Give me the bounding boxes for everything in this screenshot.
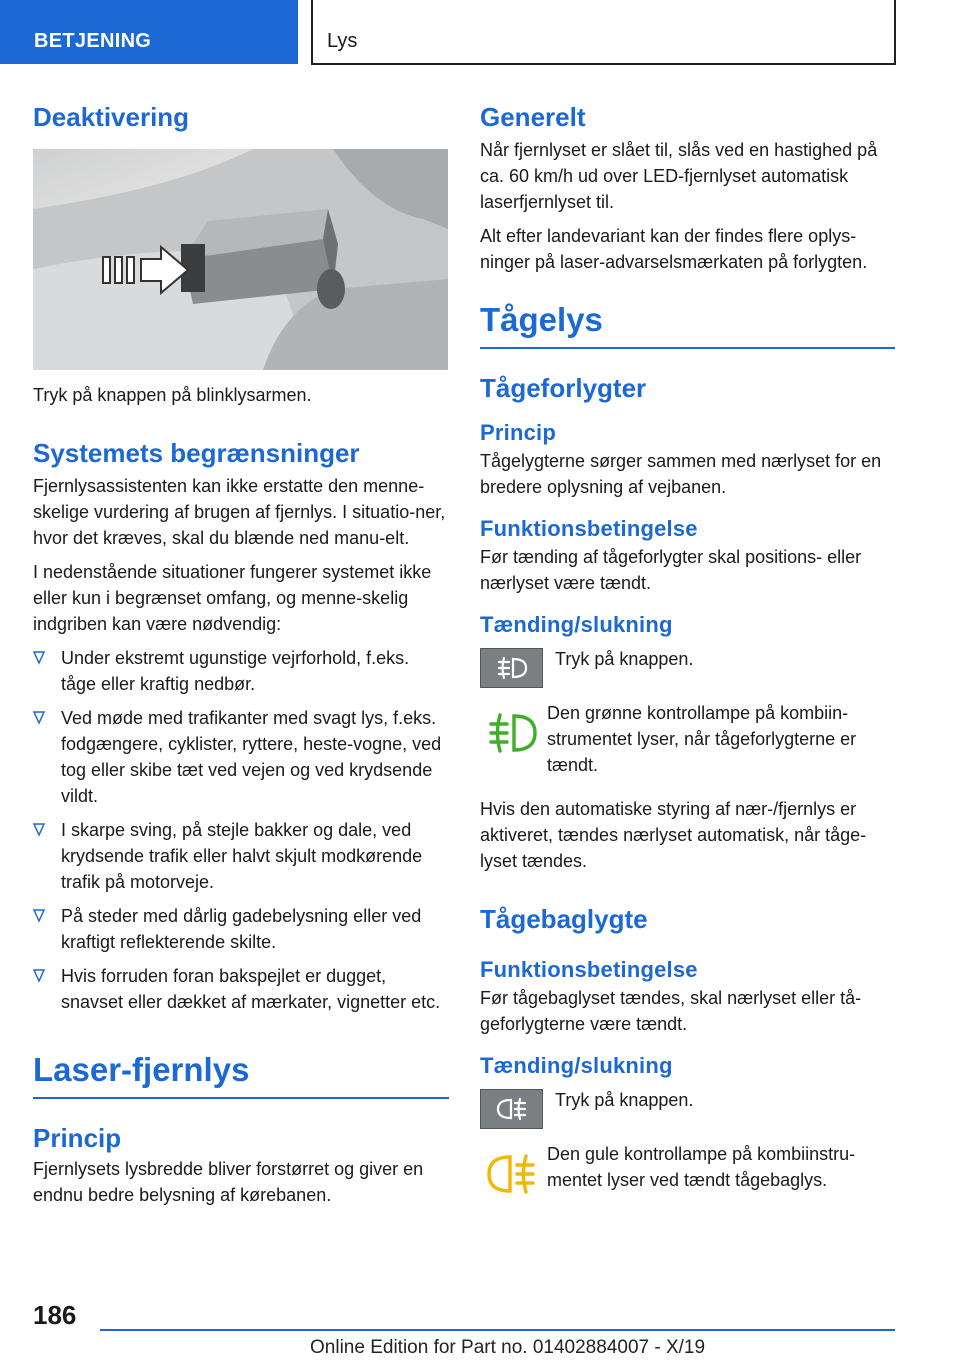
right-column	[480, 100, 895, 1203]
page-number: 186	[33, 1300, 77, 1330]
rear-fog-light-icon	[495, 1097, 529, 1121]
list-item-text: På steder med dårlig gadebelysning eller ved kraftigt reflekterende skilte.	[61, 906, 422, 952]
rear-fog-button-row	[480, 1089, 895, 1129]
generelt-paragraph-2: Alt efter landevariant kan der findes flere oplys-ninger på laser-advarselsmærkaten på forlygten.	[480, 226, 868, 272]
heading-generelt: Generelt	[480, 102, 586, 132]
photo-caption: Tryk på knappen på blinklysarmen.	[33, 385, 312, 405]
list-item-text: Hvis forruden foran bakspejlet er dugget, snavset eller dækket af mærkater, vignetter etc.	[61, 966, 441, 1012]
section-title: Lys	[311, 0, 896, 65]
auto-control-text: Hvis den automatiske styring af nær-/fjernlys er aktiveret, tændes nærlyset automatisk, når tåge-lyset tændes.	[480, 799, 867, 871]
list-item	[33, 903, 449, 955]
generelt-paragraph-1: Når fjernlyset er slået til, slås ved en hastighed på ca. 60 km/h ud over LED-fjernlyset automatisk laserfjernlyset til.	[480, 140, 878, 212]
list-item-text: I skarpe sving, på stejle bakker og dale, ved krydsende trafik eller halvt skjult modkørende trafik på motorveje.	[61, 820, 423, 892]
list-item	[33, 645, 449, 697]
press-button-text-2: Tryk på knappen.	[555, 1090, 694, 1110]
press-button-text: Tryk på knappen.	[555, 649, 694, 669]
rear-fog-light-button-icon	[480, 1089, 543, 1129]
green-fog-indicator-icon	[480, 704, 543, 762]
heading-funktionsbetingelse: Funktionsbetingelse	[480, 516, 698, 541]
left-column	[33, 100, 449, 1208]
systemets-paragraph-1: Fjernlysassistenten kan ikke erstatte den menne-skelige vurdering af brugen af fjernlys. I situatio-ner, hvor det kræves, skal du blænde ned manu-elt.	[33, 476, 446, 548]
funktion-text: Før tænding af tågeforlygter skal positions- eller nærlyset være tændt.	[480, 547, 862, 593]
front-fog-button-row	[480, 648, 895, 688]
triangle-bullet-icon	[33, 969, 45, 983]
heading-systemets-begraensninger: Systemets begrænsninger	[33, 438, 360, 468]
princip-text: Tågelygterne sørger sammen med nærlyset for en bredere oplysning af vejbanen.	[480, 451, 882, 497]
triangle-bullet-icon	[33, 909, 45, 923]
yellow-rear-fog-indicator-icon	[480, 1145, 543, 1203]
triangle-bullet-icon	[33, 651, 45, 665]
front-fog-light-button-icon	[480, 648, 543, 688]
front-fog-light-icon	[495, 656, 529, 680]
princip-laser-text: Fjernlysets lysbredde bliver forstørret og giver en endnu bedre belysning af kørebanen.	[33, 1159, 424, 1205]
systemets-paragraph-2: I nedenstående situationer fungerer systemet ikke eller kun i begrænset omfang, og menne-skelig indgriben kan være nødvendig:	[33, 562, 432, 634]
footer-divider	[100, 1329, 895, 1331]
heading-princip: Princip	[480, 420, 556, 445]
list-item	[33, 963, 449, 1015]
heading-taending-slukning: Tænding/slukning	[480, 612, 673, 637]
heading-deaktivering: Deaktivering	[33, 102, 190, 132]
yellow-lamp-row	[480, 1145, 895, 1203]
heading-tagelys: Tågelys	[480, 301, 895, 349]
funktion2-text: Før tågebaglyset tændes, skal nærlyset eller tå-geforlygterne være tændt.	[480, 988, 862, 1034]
stalk-button-photo	[33, 149, 448, 370]
turn-signal-stalk-illustration	[33, 149, 448, 370]
triangle-bullet-icon	[33, 711, 45, 725]
triangle-bullet-icon	[33, 823, 45, 837]
green-lamp-text: Den grønne kontrollampe på kombiin-strumentet lyser, når tågeforlygterne er tændt.	[547, 703, 857, 775]
heading-funktionsbetingelse-2: Funktionsbetingelse	[480, 957, 698, 982]
chapter-tab: BETJENING	[0, 0, 298, 64]
heading-tageforlygter: Tågeforlygter	[480, 373, 647, 403]
limitations-list	[33, 645, 449, 1015]
list-item	[33, 705, 449, 809]
yellow-lamp-text: Den gule kontrollampe på kombiinstru-mentet lyser ved tændt tågebaglys.	[547, 1144, 856, 1190]
heading-princip-laser: Princip	[33, 1123, 122, 1153]
edition-text: Online Edition for Part no. 01402884007 - X/19	[310, 1337, 706, 1358]
green-lamp-row	[480, 704, 895, 778]
heading-taending-slukning-2: Tænding/slukning	[480, 1053, 673, 1078]
heading-tagebaglygte: Tågebaglygte	[480, 904, 648, 934]
list-item-text: Ved møde med trafikanter med svagt lys, f.eks. fodgængere, cyklister, ryttere, heste-vogne, ved tog eller skibe tæt ved vejen og ved krydsende vildt.	[61, 708, 442, 806]
list-item-text: Under ekstremt ugunstige vejrforhold, f.eks. tåge eller kraftig nedbør.	[61, 648, 410, 694]
heading-laser-fjernlys: Laser-fjernlys	[33, 1051, 449, 1099]
list-item	[33, 817, 449, 895]
